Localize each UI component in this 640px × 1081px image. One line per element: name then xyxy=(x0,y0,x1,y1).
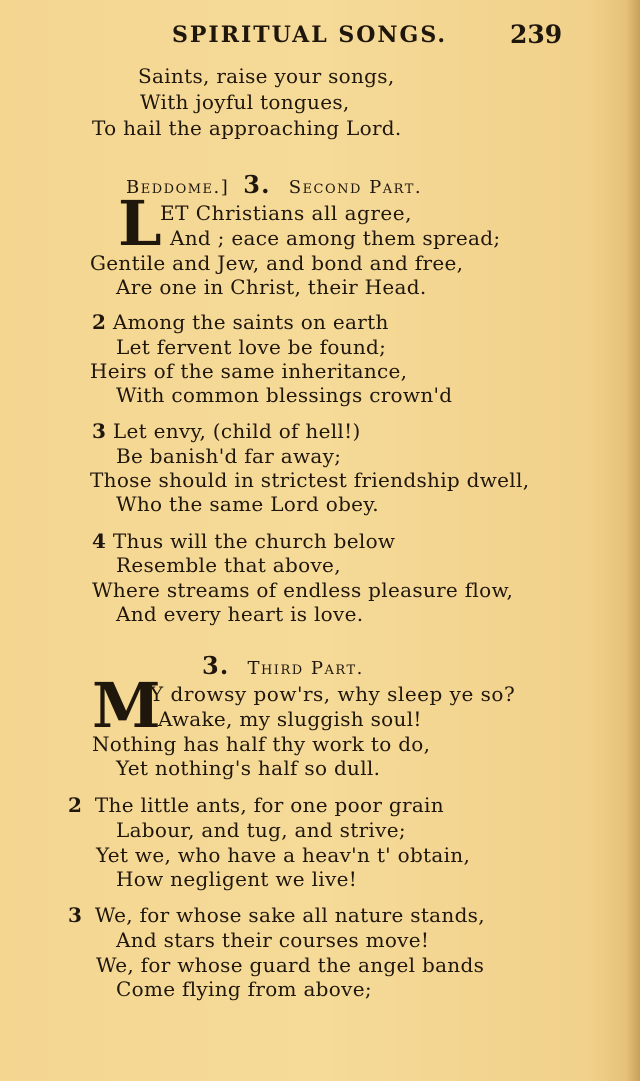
page-header xyxy=(0,22,640,52)
verse-text: Let envy, (child of hell!) xyxy=(112,419,361,443)
page-edge-shadow xyxy=(626,0,640,1081)
verse-line: Y drowsy pow'rs, why sleep ye so? xyxy=(150,682,516,706)
verse-line: Yet we, who have a heav'n t' obtain, xyxy=(96,843,471,867)
verse-line: Awake, my sluggish soul! xyxy=(158,707,422,731)
verse-line: Where streams of endless pleasure flow, xyxy=(92,578,514,602)
hymn-number: 3. xyxy=(243,170,271,199)
stanza-line xyxy=(92,529,395,553)
part-title: Third Part. xyxy=(247,658,364,679)
verse-line: Come flying from above; xyxy=(116,977,372,1001)
verse-line: Yet nothing's half so dull. xyxy=(116,756,381,780)
verse-line: To hail the approaching Lord. xyxy=(92,116,402,140)
verse-line: Let fervent love be found; xyxy=(116,335,387,359)
drop-cap-letter: L xyxy=(118,187,162,260)
part-title: Second Part. xyxy=(288,177,423,198)
hymn-heading-third-part xyxy=(202,651,364,680)
verse-line: Labour, and tug, and strive; xyxy=(116,818,406,842)
verse-line: Those should in strictest friendship dwell, xyxy=(90,468,530,492)
stanza-line xyxy=(92,419,361,443)
verse-line: Who the same Lord obey. xyxy=(116,492,379,516)
verse-text: The little ants, for one poor grain xyxy=(94,793,444,817)
verse-line: Saints, raise your songs, xyxy=(138,64,395,88)
stanza-number: 4 xyxy=(92,529,107,553)
verse-line: And stars their courses move! xyxy=(116,928,430,952)
hymn-number: 3. xyxy=(202,651,230,680)
stanza-line xyxy=(68,903,485,927)
verse-line: And ; eace among them spread; xyxy=(170,226,501,250)
verse-line: Are one in Christ, their Head. xyxy=(116,275,427,299)
stanza-number: 3 xyxy=(92,419,107,443)
verse-line: How negligent we live! xyxy=(116,867,358,891)
verse-text: We, for whose sake all nature stands, xyxy=(94,903,485,927)
verse-line: We, for whose guard the angel bands xyxy=(96,953,485,977)
verse-line: Be banish'd far away; xyxy=(116,444,342,468)
verse-text: Thus will the church below xyxy=(112,529,396,553)
stanza-number: 2 xyxy=(68,793,83,817)
stanza-line xyxy=(68,793,444,817)
verse-text: Among the saints on earth xyxy=(112,310,389,334)
verse-line: Resemble that above, xyxy=(116,553,341,577)
verse-line: And every heart is love. xyxy=(116,602,364,626)
hymn-heading-second-part xyxy=(126,170,422,199)
verse-line: ET Christians all agree, xyxy=(160,201,412,225)
stanza-line xyxy=(92,310,389,334)
verse-line: Heirs of the same inheritance, xyxy=(90,359,408,383)
verse-line: With common blessings crown'd xyxy=(116,383,453,407)
stanza-number: 3 xyxy=(68,903,83,927)
verse-line: With joyful tongues, xyxy=(140,90,350,114)
page-number: 239 xyxy=(510,20,563,49)
verse-line: Gentile and Jew, and bond and free, xyxy=(90,251,464,275)
verse-line: Nothing has half thy work to do, xyxy=(92,732,431,756)
stanza-number: 2 xyxy=(92,310,107,334)
drop-cap-letter: M xyxy=(92,669,161,742)
running-head: SPIRITUAL SONGS. xyxy=(172,22,448,48)
hymn-author: Beddome.] xyxy=(126,177,230,198)
